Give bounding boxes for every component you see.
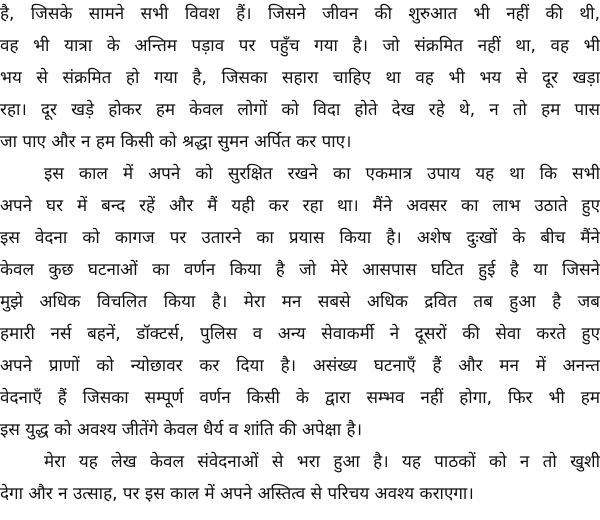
paragraph-1-line-2: वह भी यात्रा के अन्तिम पड़ाव पर पहुँच गया है। जो संक्रमित नहीं था, वह भी [0, 36, 600, 56]
paragraph-2-line-5: मुझे अधिक विचलित किया है। मेरा मन सबसे अधिक द्रवित तब हुआ है जब [0, 292, 600, 312]
paragraph-3-line-1: मेरा यह लेख केवल संवेदनाओं से भरा हुआ है। यह पाठकों को न तो खुशी [44, 452, 600, 472]
paragraph-1-line-3: भय से संक्रमित हो गया है, जिसका सहारा चाहिए था वह भी भय से दूर खड़ा [0, 68, 600, 88]
paragraph-1-line-4: रहा। दूर खड़े होकर हम केवल लोगों को विदा होते देख रहे थे, न तो हम पास [0, 100, 600, 120]
paragraph-3-line-2: देगा और न उत्साह, पर इस काल में अपने अस्तित्व से परिचय अवश्य कराएगा। [0, 484, 474, 504]
paragraph-2-line-4: केवल कुछ घटनाओं का वर्णन किया है जो मेरे आसपास घटित हुई है या जिसने [0, 260, 600, 280]
paragraph-2-line-9: इस युद्ध को अवश्य जीतेंगे केवल धैर्य व शांति की अपेक्षा है। [0, 420, 363, 440]
paragraph-2-line-7: अपने प्राणों को न्योछावर कर दिया है। असंख्य घटनाएँ हैं और मन में अनन्त [0, 356, 600, 376]
paragraph-2-line-1: इस काल में अपने को सुरक्षित रखने का एकमात्र उपाय यह था कि सभी [44, 164, 600, 184]
paragraph-1-line-1: है, जिसके सामने सभी विवश हैं। जिसने जीवन की शुरुआत भी नहीं की थी, [0, 4, 600, 24]
paragraph-2-line-2: अपने घर में बन्द रहें और मैं यही कर रहा था। मैंने अवसर का लाभ उठाते हुए [0, 196, 600, 216]
paragraph-2-line-6: हमारी नर्स बहनें, डॉक्टर्स, पुलिस व अन्य सेवाकर्मी ने दूसरों की सेवा करते हुए [0, 324, 600, 344]
paragraph-2-line-3: इस वेदना को कागज पर उतारने का प्रयास किया है। अशेष दुःखों के बीच मैंने [0, 228, 600, 248]
paragraph-2-line-8: वेदनाएँ हैं जिसका सम्पूर्ण वर्णन किसी के द्वारा सम्भव नहीं होगा, फिर भी हम [0, 388, 600, 408]
paragraph-1-line-5: जा पाए और न हम किसी को श्रद्धा सुमन अर्पित कर पाए। [0, 132, 352, 152]
